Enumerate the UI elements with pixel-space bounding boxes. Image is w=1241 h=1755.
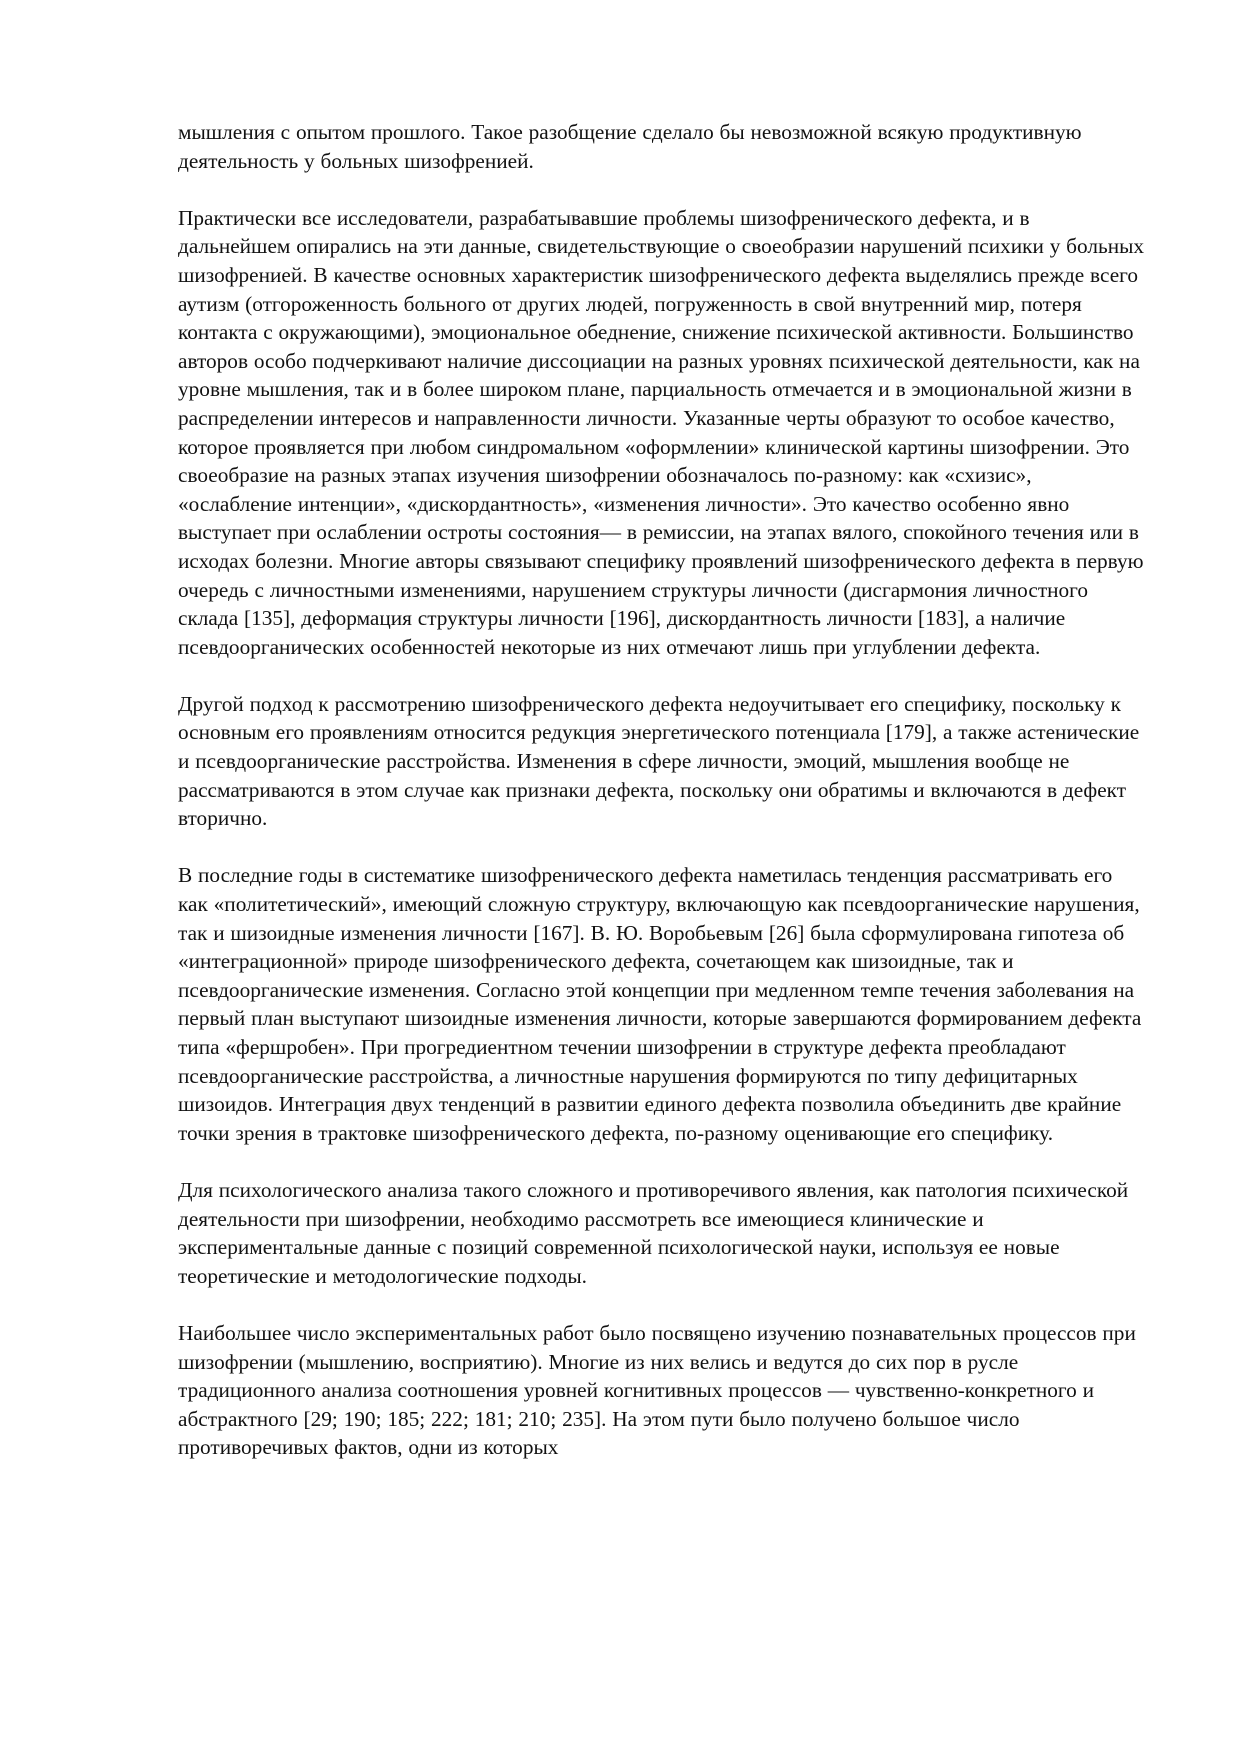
paragraph-4: В последние годы в систематике шизофренического дефекта наметилась тенденция рассматривать его как «политетический», имеющий сложную структуру, включающую как псевдоорганические нарушения, так и шизоидные изменения личности [167]. В. Ю. Воробьевым [26] была сформулирована гипотеза об «интеграционной» природе шизофренического дефекта, сочетающем как шизоидные, так и псевдоорганические изменения. Согласно этой концепции при медленном темпе течения заболевания на первый план выступают шизоидные изменения личности, которые завершаются формированием дефекта типа «фершробен». При прогредиентном течении шизофрении в структуре дефекта преобладают псевдоорганические расстройства, а личностные нарушения формируются по типу дефицитарных шизоидов. Интеграция двух тенденций в развитии единого дефекта позволила объединить две крайние точки зрения в трактовке шизофренического дефекта, по-разному оценивающие его специфику.	[178, 863, 1142, 1145]
paragraph-3: Другой подход к рассмотрению шизофренического дефекта недоучитывает его специфику, поскольку к основным его проявлениям относится редукция энергетического потенциала [179], а также астенические и псевдоорганические расстройства. Изменения в сфере личности, эмоций, мышления вообще не рассматриваются в этом случае как признаки дефекта, поскольку они обратимы и включаются в дефект вторично.	[178, 691, 1140, 831]
document-body	[178, 118, 1146, 1462]
paragraph-2: Практически все исследователи, разрабатывавшие проблемы шизофренического дефекта, и в дальнейшем опирались на эти данные, свидетельствующие о своеобразии нарушений психики у больных шизофренией. В качестве основных характеристик шизофренического дефекта выделялись прежде всего аутизм (отгороженность больного от других людей, погруженность в свой внутренний мир, потеря контакта с окружающими), эмоциональное обеднение, снижение психической активности. Большинство авторов особо подчеркивают наличие диссоциации на разных уровнях психической деятельности, как на уровне мышления, так и в более широком плане, парциальность отмечается и в эмоциональной жизни в распределении интересов и направленности личности. Указанные черты образуют то особое качество, которое проявляется при любом синдромальном «оформлении» клинической картины шизофрении. Это своеобразие на разных этапах изучения шизофрении обозначалось по-разному: как «схизис», «ослабление интенции», «дискордантность», «изменения личности». Это качество особенно явно выступает при ослаблении остроты состояния— в ремиссии, на этапах вялого, спокойного течения или в исходах болезни. Многие авторы связывают специфику проявлений шизофренического дефекта в первую очередь с личностными изменениями, нарушением структуры личности (дисгармония личностного склада [135], деформация структуры личности [196], дискордантность личности [183], а наличие псевдоорганических особенностей некоторые из них отмечают лишь при углублении дефекта.	[178, 205, 1145, 659]
paragraph-6: Наибольшее число экспериментальных работ было посвящено изучению познавательных процессов при шизофрении (мышлению, восприятию). Многие из них велись и ведутся до сих пор в русле традиционного анализа соотношения уровней когнитивных процессов — чувственно-конкретного и абстрактного [29; 190; 185; 222; 181; 210; 235]. На этом пути было получено большое число противоречивых фактов, одни из которых	[178, 1320, 1136, 1460]
paragraph-5: Для психологического анализа такого сложного и противоречивого явления, как патология психической деятельности при шизофрении, необходимо рассмотреть все имеющиеся клинические и экспериментальные данные с позиций современной психологической науки, используя ее новые теоретические и методологические подходы.	[178, 1177, 1129, 1288]
paragraph-1: мышления с опытом прошлого. Такое разобщение сделало бы невозможной всякую продуктивную деятельность у больных шизофренией.	[178, 120, 1082, 173]
